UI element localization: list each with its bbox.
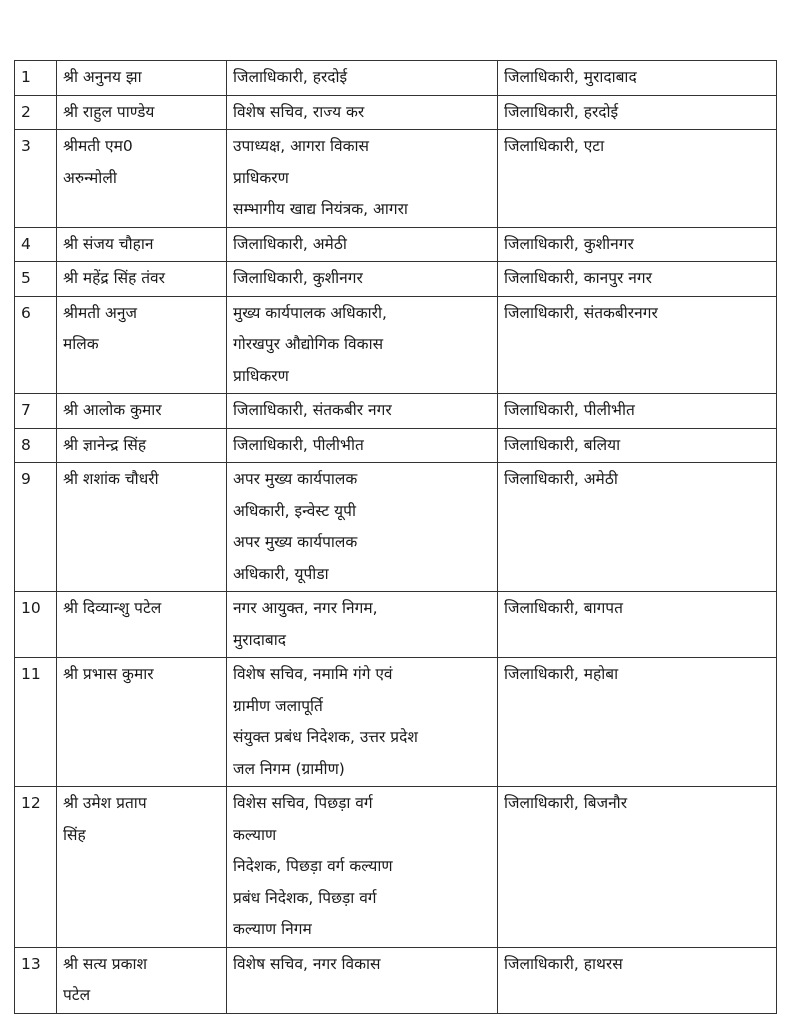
new-post-cell: जिलाधिकारी, महोबा bbox=[498, 658, 777, 787]
cell-line: श्री प्रभास कुमार bbox=[63, 665, 154, 683]
cell-line: विशेष सचिव, राज्य कर bbox=[233, 102, 365, 121]
cell-line: श्री आलोक कुमार bbox=[63, 401, 162, 419]
current-post-cell bbox=[227, 227, 498, 262]
officer-name-cell bbox=[57, 296, 227, 394]
new-post-cell: जिलाधिकारी, कुशीनगर bbox=[498, 227, 777, 262]
cell-line: मुख्य कार्यपालक अधिकारी, bbox=[233, 303, 387, 322]
cell-line: जिलाधिकारी, संतकबीर नगर bbox=[233, 401, 392, 419]
cell-line: श्रीमती अनुज bbox=[63, 303, 137, 322]
cell-line: गोरखपुर औद्योगिक विकास bbox=[233, 335, 384, 353]
current-post-cell bbox=[227, 947, 498, 1013]
cell-line: अपर मुख्य कार्यपालक bbox=[233, 470, 358, 488]
officer-name-cell bbox=[57, 130, 227, 228]
cell-line: जिलाधिकारी, कुशीनगर bbox=[233, 269, 363, 287]
cell-line: सम्भागीय खाद्य नियंत्रक, आगरा bbox=[233, 200, 408, 218]
cell-line: ग्रामीण जलापूर्ति bbox=[233, 696, 323, 715]
serial-number-cell: 10 bbox=[15, 592, 57, 658]
table-row bbox=[15, 463, 777, 592]
current-post-cell bbox=[227, 428, 498, 463]
cell-line: प्रबंध निदेशक, पिछड़ा वर्ग bbox=[233, 888, 377, 907]
serial-number-cell: 4 bbox=[15, 227, 57, 262]
cell-line: श्री संजय चौहान bbox=[63, 234, 154, 253]
serial-number-cell: 3 bbox=[15, 130, 57, 228]
serial-number-cell: 6 bbox=[15, 296, 57, 394]
cell-line: अरुन्मोली bbox=[63, 168, 117, 187]
serial-number-cell: 12 bbox=[15, 787, 57, 948]
new-post-cell: जिलाधिकारी, हाथरस bbox=[498, 947, 777, 1013]
cell-line: अधिकारी, इन्वेस्ट यूपी bbox=[233, 501, 356, 520]
table-row bbox=[15, 592, 777, 658]
serial-number-cell: 2 bbox=[15, 95, 57, 130]
table-row bbox=[15, 787, 777, 948]
cell-line: जिलाधिकारी, पीलीभीत bbox=[233, 435, 364, 454]
officer-name-cell bbox=[57, 658, 227, 787]
table-row bbox=[15, 227, 777, 262]
table-row bbox=[15, 262, 777, 297]
current-post-cell bbox=[227, 658, 498, 787]
cell-line: मुरादाबाद bbox=[233, 630, 286, 649]
cell-line: कल्याण bbox=[233, 825, 277, 844]
cell-line: श्री शशांक चौधरी bbox=[63, 470, 159, 488]
cell-line: संयुक्त प्रबंध निदेशक, उत्तर प्रदेश bbox=[233, 728, 418, 746]
current-post-cell bbox=[227, 592, 498, 658]
serial-number-cell: 9 bbox=[15, 463, 57, 592]
new-post-cell: जिलाधिकारी, पीलीभीत bbox=[498, 394, 777, 429]
cell-line: कल्याण निगम bbox=[233, 920, 312, 938]
serial-number-cell: 7 bbox=[15, 394, 57, 429]
cell-line: अपर मुख्य कार्यपालक bbox=[233, 533, 358, 551]
table-row bbox=[15, 95, 777, 130]
cell-line: जिलाधिकारी, हरदोई bbox=[233, 68, 348, 86]
new-post-cell: जिलाधिकारी, मुरादाबाद bbox=[498, 61, 777, 96]
cell-line: श्री राहुल पाण्डेय bbox=[63, 102, 155, 121]
cell-line: श्री सत्य प्रकाश bbox=[63, 954, 148, 973]
cell-line: मलिक bbox=[63, 335, 99, 353]
officer-name-cell bbox=[57, 592, 227, 658]
officer-name-cell bbox=[57, 61, 227, 96]
officer-name-cell bbox=[57, 463, 227, 592]
current-post-cell bbox=[227, 130, 498, 228]
table-row bbox=[15, 428, 777, 463]
table-row bbox=[15, 394, 777, 429]
serial-number-cell: 1 bbox=[15, 61, 57, 96]
table-row bbox=[15, 947, 777, 1013]
current-post-cell bbox=[227, 394, 498, 429]
transfer-list-table bbox=[14, 60, 777, 1014]
current-post-cell bbox=[227, 296, 498, 394]
cell-line: उपाध्यक्ष, आगरा विकास bbox=[233, 137, 369, 155]
cell-line: पटेल bbox=[63, 986, 91, 1004]
serial-number-cell: 5 bbox=[15, 262, 57, 297]
cell-line: सिंह bbox=[63, 825, 86, 844]
cell-line: जल निगम (ग्रामीण) bbox=[233, 759, 345, 778]
officer-name-cell bbox=[57, 947, 227, 1013]
cell-line: निदेशक, पिछड़ा वर्ग कल्याण bbox=[233, 857, 393, 875]
cell-line: श्री अनुनय झा bbox=[63, 68, 142, 86]
table-body bbox=[15, 61, 777, 1014]
cell-line: जिलाधिकारी, अमेठी bbox=[233, 234, 347, 253]
current-post-cell bbox=[227, 463, 498, 592]
table-row bbox=[15, 130, 777, 228]
serial-number-cell: 13 bbox=[15, 947, 57, 1013]
cell-line: प्राधिकरण bbox=[233, 168, 289, 187]
new-post-cell: जिलाधिकारी, अमेठी bbox=[498, 463, 777, 592]
new-post-cell: जिलाधिकारी, बिजनौर bbox=[498, 787, 777, 948]
cell-line: श्री दिव्यान्शु पटेल bbox=[63, 599, 162, 617]
table-row bbox=[15, 658, 777, 787]
new-post-cell: जिलाधिकारी, बागपत bbox=[498, 592, 777, 658]
cell-line: विशेस सचिव, पिछड़ा वर्ग bbox=[233, 794, 373, 812]
new-post-cell: जिलाधिकारी, हरदोई bbox=[498, 95, 777, 130]
current-post-cell bbox=[227, 61, 498, 96]
table-row bbox=[15, 296, 777, 394]
cell-line: विशेष सचिव, नगर विकास bbox=[233, 954, 381, 973]
officer-name-cell bbox=[57, 227, 227, 262]
officer-name-cell bbox=[57, 262, 227, 297]
cell-line: विशेष सचिव, नमामि गंगे एवं bbox=[233, 665, 393, 683]
officer-name-cell bbox=[57, 787, 227, 948]
officer-name-cell bbox=[57, 394, 227, 429]
cell-line: प्राधिकरण bbox=[233, 366, 289, 385]
new-post-cell: जिलाधिकारी, कानपुर नगर bbox=[498, 262, 777, 297]
cell-line: श्री ज्ञानेन्द्र सिंह bbox=[63, 435, 147, 454]
current-post-cell bbox=[227, 787, 498, 948]
new-post-cell: जिलाधिकारी, एटा bbox=[498, 130, 777, 228]
serial-number-cell: 8 bbox=[15, 428, 57, 463]
new-post-cell: जिलाधिकारी, संतकबीरनगर bbox=[498, 296, 777, 394]
new-post-cell: जिलाधिकारी, बलिया bbox=[498, 428, 777, 463]
table-row bbox=[15, 61, 777, 96]
cell-line: श्रीमती एम0 bbox=[63, 137, 133, 155]
cell-line: श्री उमेश प्रताप bbox=[63, 794, 147, 812]
current-post-cell bbox=[227, 95, 498, 130]
officer-name-cell bbox=[57, 95, 227, 130]
serial-number-cell: 11 bbox=[15, 658, 57, 787]
cell-line: अधिकारी, यूपीडा bbox=[233, 564, 329, 583]
current-post-cell bbox=[227, 262, 498, 297]
cell-line: नगर आयुक्त, नगर निगम, bbox=[233, 599, 378, 617]
officer-name-cell bbox=[57, 428, 227, 463]
cell-line: श्री महेंद्र सिंह तंवर bbox=[63, 269, 166, 287]
